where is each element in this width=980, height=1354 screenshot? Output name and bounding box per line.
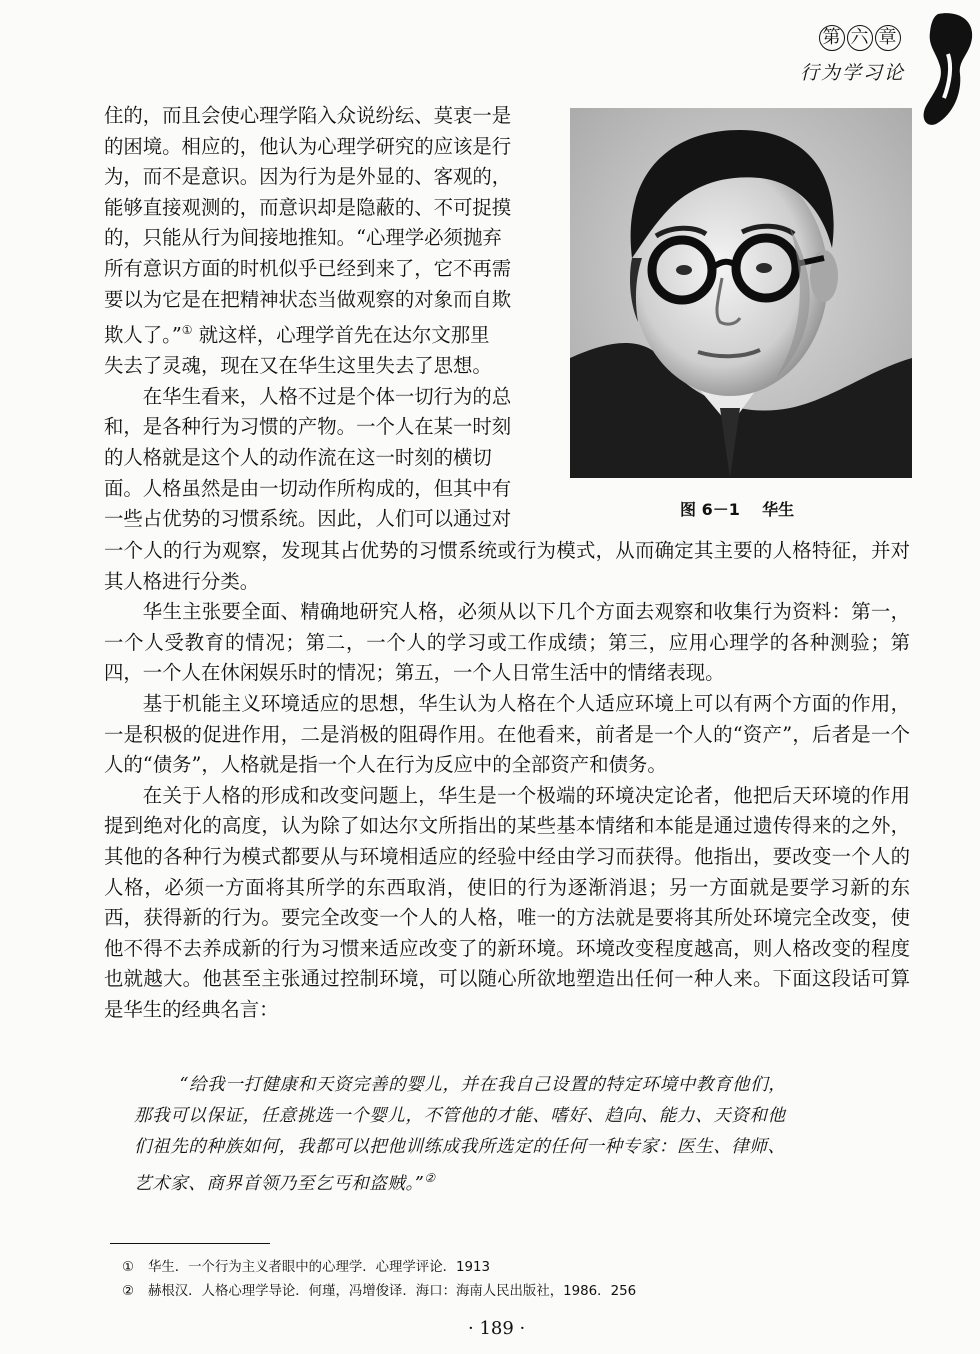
chapter-subtitle: 行为学习论 <box>800 62 906 84</box>
chapter-badge <box>818 24 902 51</box>
paragraph: 华生主张要全面、精确地研究人格，必须从以下几个方面去观察和收集行为资料：第一，一个人受教育的情况；第二，一个人的学习或工作成绩；第三，应用心理学的各种测验；第四，一个人在休闲娱乐时的情况；第五，一个人日常生活中的情绪表现。 <box>104 600 910 685</box>
quote-line <box>134 1163 906 1200</box>
footnote-ref-1: ① <box>181 323 193 338</box>
quote-line: “给我一打健康和天资完善的婴儿，并在我自己设置的特定环境中教育他们， <box>179 1075 787 1095</box>
portrait-photo <box>570 108 912 478</box>
footnote-text: 华生．一个行为主义者眼中的心理学．心理学评论．1913 <box>148 1260 491 1275</box>
portrait-image <box>570 108 912 478</box>
text-line: 一些占优势的习惯系统。因此，人们可以通过对 <box>104 507 512 531</box>
text-line: 的困境。相应的，他认为心理学研究的应该是行 <box>104 134 512 158</box>
footnote-mark: ② <box>122 1284 135 1299</box>
text-line <box>104 315 554 351</box>
text-line: 住的，而且会使心理学陷入众说纷纭、莫衷一是 <box>104 104 512 127</box>
text-line: 在华生看来，人格不过是个体一切行为的总 <box>142 384 512 408</box>
text-line: 所有意识方面的时机似乎已经到来了，它不再需 <box>104 256 512 280</box>
paragraph: 在关于人格的形成和改变问题上，华生是一个极端的环境决定论者，他把后天环境的作用提到绝对化的高度，认为除了如达尔文所指出的某些基本情绪和本能是通过遗传得来的之外，其他的各种行为模式都要从与环境相适应的经验中经由学习而获得。他指出，要改变一个人的人格，必须一方面将其所学的东西取消，使旧的行为逐渐消退；另一方面就是要学习新的东西，获得新的行为。要完全改变一个人的人格，唯一的方法就是要将其所处环境完全改变，使他不得不去养成新的行为习惯来适应改变了的新环境。环境改变程度越高，则人格改变的程度也就越大。他甚至主张通过控制环境，可以随心所欲地塑造出任何一种人来。下面这段话可算是华生的经典名言： <box>104 783 910 1021</box>
quote-line: 那我可以保证，任意挑选一个婴儿，不管他的才能、嗜好、趋向、能力、天资和他 <box>134 1106 786 1126</box>
text-line: 和，是各种行为习惯的产物。一个人在某一时刻 <box>104 415 512 439</box>
text-line: 面。人格虽然是由一切动作所构成的，但其中有 <box>104 476 512 500</box>
text-line: 的人格就是这个人的动作流在这一时刻的横切 <box>104 446 492 469</box>
text-line: 的，只能从行为间接地推知。“心理学必须抛弃 <box>104 226 502 250</box>
left-column-text <box>104 101 554 535</box>
figure-label: 图 6－1 <box>680 500 740 519</box>
paragraph-continuation: 一个人的行为观察，发现其占优势的习惯系统或行为模式，从而确定其主要的人格特征，并对其人格进行分类。 <box>104 539 910 593</box>
text-line: 为，而不是意识。因为行为是外显的、客观的， <box>104 165 512 189</box>
figure-caption <box>680 497 794 520</box>
main-text-column <box>104 536 910 1026</box>
chapter-number: 六 <box>847 25 873 51</box>
text-fragment: 就这样，心理学首先在达尔文那里 <box>192 323 490 347</box>
figure-name: 华生 <box>762 500 795 519</box>
footnote-text: 赫根汉．人格心理学导论．何瑾，冯增俊译．海口：海南人民出版社，1986．256 <box>148 1284 637 1299</box>
page-number: · 189 · <box>468 1318 526 1339</box>
text-line: 失去了灵魂，现在又在华生这里失去了思想。 <box>104 354 492 378</box>
block-quote <box>134 1070 906 1200</box>
paragraph: 基于机能主义环境适应的思想，华生认为人格在个人适应环境上可以有两个方面的作用，一是积极的促进作用，二是消极的阻碍作用。在他看来，前者是一个人的“资产”，后者是一个人的“债务”，人格就是指一个人在行为反应中的全部资产和债务。 <box>104 691 910 777</box>
quote-line: 们祖先的种族如何，我都可以把他训练成我所选定的任何一种专家：医生、律师、 <box>134 1137 786 1157</box>
text-line: 要以为它是在把精神状态当做观察的对象而自欺 <box>104 287 512 311</box>
brush-stroke-decoration <box>918 10 980 130</box>
chapter-suffix: 章 <box>875 25 901 51</box>
footnote-mark: ① <box>122 1260 135 1275</box>
text-line: 能够直接观测的，而意识却是隐蔽的、不可捉摸 <box>104 195 512 219</box>
footnote-1 <box>122 1256 490 1275</box>
footnote-ref-2: ② <box>424 1171 436 1185</box>
quote-text: 艺术家、商界首领乃至乞丐和盗贼。” <box>134 1173 425 1194</box>
chapter-prefix: 第 <box>819 25 845 51</box>
footnote-divider <box>110 1243 270 1244</box>
footnote-2 <box>122 1280 636 1299</box>
text-fragment: 欺人了。” <box>104 323 182 347</box>
